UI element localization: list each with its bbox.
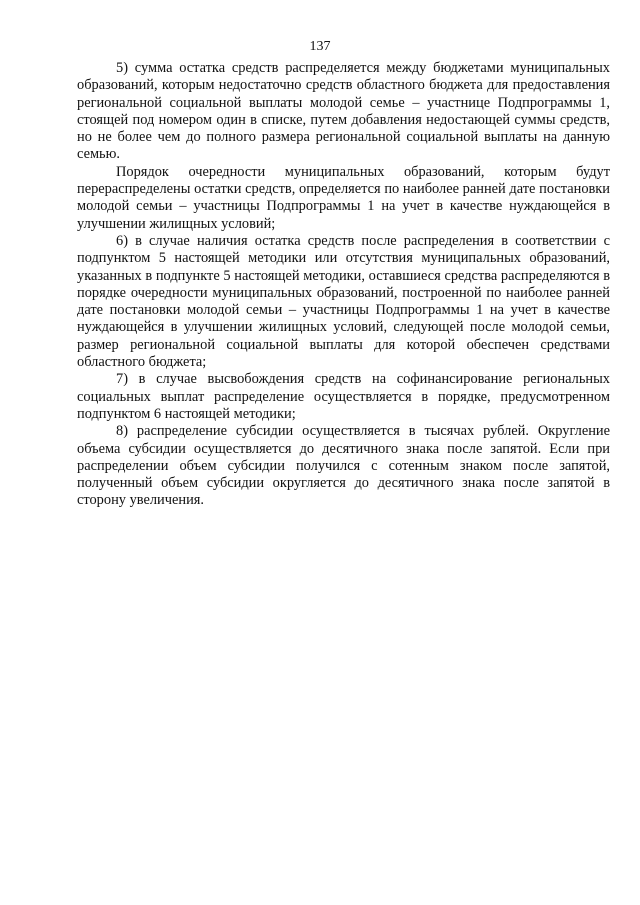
paragraph-item-5: 5) сумма остатка средств распределяется между бюджетами муниципальных образований, которым недостаточно средств областного бюджета для предоставления региональной социальной выплаты молодой семье – участнице Подпрограммы 1, стоящей под номером один в списке, путем добавления недостающей суммы средств, но не более чем до полного размера региональной социальной выплаты на данную семью.: [77, 60, 610, 163]
paragraph-item-7: 7) в случае высвобождения средств на софинансирование региональных социальных выплат распределение осуществляется в порядке, предусмотренном подпунктом 6 настоящей методики;: [77, 371, 610, 422]
paragraph-municipal-order: Порядок очередности муниципальных образований, которым будут перераспределены остатки средств, определяется по наиболее ранней дате постановки молодой семьи – участницы Подпрограммы 1 на учет в качестве нуждающейся в улучшении жилищных условий;: [77, 163, 610, 232]
paragraph-item-8: 8) распределение субсидии осуществляется в тысячах рублей. Округление объема субсидии осуществляется до десятичного знака после запятой. Если при распределении объем субсидии получился с сотенным знаком после запятой, полученный объем субсидии округляется до десятичного знака после запятой в сторону увеличения.: [77, 423, 610, 509]
page-number: 137: [309, 39, 331, 54]
document-body: [77, 60, 610, 510]
paragraph-item-6: 6) в случае наличия остатка средств после распределения в соответствии с подпунктом 5 настоящей методики или отсутствия муниципальных образований, указанных в подпункте 5 настоящей методики, оставшиеся средства распределяются в порядке очередности муниципальных образований, построенной по наиболее ранней дате постановки молодой семьи – участницы Подпрограммы 1 на учет в качестве нуждающейся в улучшении жилищных условий, следующей после молодой семьи, размер региональной социальной выплаты для которой обеспечен средствами областного бюджета;: [77, 232, 610, 371]
